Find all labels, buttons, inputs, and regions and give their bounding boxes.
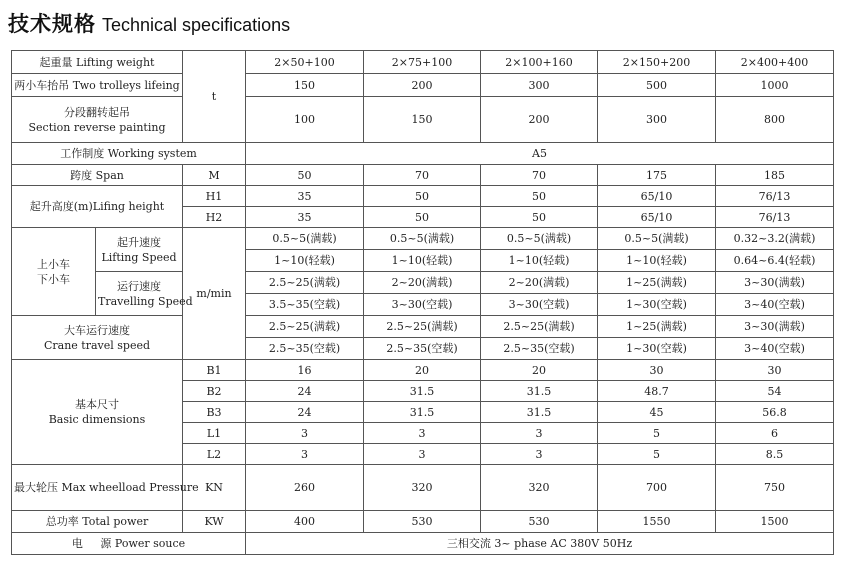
unit-b1: B1 [183, 360, 246, 381]
cell: 500 [598, 74, 716, 97]
cell: 31.5 [481, 402, 598, 423]
label-power-source [12, 533, 246, 555]
unit-span: M [183, 165, 246, 186]
label-lower-trolley: 下小车 [37, 272, 70, 286]
cell: 0.64~6.4(轻载) [716, 250, 834, 272]
cell: 3~40(空载) [716, 338, 834, 360]
label-en: Basic dimensions [48, 413, 146, 426]
cell: 2.5~25(满载) [246, 316, 364, 338]
cell: 2×50+100 [246, 51, 364, 74]
cell: 750 [716, 465, 834, 511]
label-basic-dimensions [12, 360, 183, 465]
cell: 700 [598, 465, 716, 511]
cell: 76/13 [716, 186, 834, 207]
cell: 2.5~35(空载) [246, 338, 364, 360]
cell: 0.5~5(满载) [481, 228, 598, 250]
cell: 0.5~5(满载) [246, 228, 364, 250]
cell: 3~30(满载) [716, 272, 834, 294]
cell: 5 [598, 423, 716, 444]
row-lifting-height-h1 [12, 186, 834, 207]
cell: 3.5~35(空载) [246, 294, 364, 316]
spec-table [11, 50, 834, 555]
cell: 50 [481, 207, 598, 228]
cell: 6 [716, 423, 834, 444]
cell: 1~30(空载) [598, 338, 716, 360]
cell: 31.5 [364, 402, 481, 423]
label-zh: 运行速度 [117, 279, 161, 293]
cell: 185 [716, 165, 834, 186]
label-span: 跨度 Span [12, 165, 183, 186]
cell: 1~10(轻载) [481, 250, 598, 272]
unit-l2: L2 [183, 444, 246, 465]
cell: 8.5 [716, 444, 834, 465]
row-lifting-weight [12, 51, 834, 74]
cell: 530 [364, 511, 481, 533]
cell: 150 [246, 74, 364, 97]
cell: 320 [364, 465, 481, 511]
cell: 3 [481, 423, 598, 444]
cell: 76/13 [716, 207, 834, 228]
label-travelling-speed [96, 272, 193, 316]
cell: 1~10(轻载) [246, 250, 364, 272]
cell: 31.5 [364, 381, 481, 402]
cell: 45 [598, 402, 716, 423]
label-two-trolleys: 两小车抬吊 Two trolleys lifeing [12, 74, 183, 97]
label-en: Travelling Speed [98, 294, 193, 308]
label-zh: 大车运行速度 [64, 323, 130, 337]
row-section-reverse [12, 97, 834, 143]
cell: 70 [364, 165, 481, 186]
label-section-reverse [12, 97, 183, 143]
cell: 300 [481, 74, 598, 97]
cell: 1~30(空载) [598, 294, 716, 316]
cell: 70 [481, 165, 598, 186]
cell: 3~30(空载) [364, 294, 481, 316]
unit-h2: H2 [183, 207, 246, 228]
unit-kw: KW [183, 511, 246, 533]
cell: 5 [598, 444, 716, 465]
label-zh: 分段翻转起吊 [64, 105, 130, 119]
cell: 2.5~35(空载) [481, 338, 598, 360]
unit-b2: B2 [183, 381, 246, 402]
row-span [12, 165, 834, 186]
cell-working-system: A5 [246, 143, 834, 165]
cell: 3 [364, 444, 481, 465]
cell: 100 [246, 97, 364, 143]
row-dim-b1 [12, 360, 834, 381]
label-en: Section reverse painting [28, 120, 166, 134]
row-crane-travel-full [12, 316, 834, 338]
cell: 1500 [716, 511, 834, 533]
cell: 50 [364, 207, 481, 228]
cell: 16 [246, 360, 364, 381]
cell: 1550 [598, 511, 716, 533]
cell: 1~10(轻载) [364, 250, 481, 272]
label-en: Lifting Speed [101, 250, 177, 264]
cell: 2.5~35(空载) [364, 338, 481, 360]
cell: 30 [716, 360, 834, 381]
label-total-power: 总功率 Total power [12, 511, 183, 533]
row-max-wheelload [12, 465, 834, 511]
cell: 3 [364, 423, 481, 444]
cell: 20 [481, 360, 598, 381]
cell: 200 [481, 97, 598, 143]
cell: 175 [598, 165, 716, 186]
unit-l1: L1 [183, 423, 246, 444]
cell: 48.7 [598, 381, 716, 402]
unit-weight: t [183, 51, 246, 143]
cell: 530 [481, 511, 598, 533]
cell: 300 [598, 97, 716, 143]
cell: 0.5~5(满载) [364, 228, 481, 250]
cell: 50 [246, 165, 364, 186]
cell: 65/10 [598, 186, 716, 207]
page-title [8, 8, 290, 40]
row-two-trolleys [12, 74, 834, 97]
cell: 400 [246, 511, 364, 533]
cell: 2×100+160 [481, 51, 598, 74]
cell: 3 [246, 423, 364, 444]
unit-speed: m/min [183, 228, 246, 360]
label-lifting-speed [96, 228, 183, 272]
cell: 3 [246, 444, 364, 465]
row-working-system [12, 143, 834, 165]
cell: 2~20(满载) [364, 272, 481, 294]
cell: 2.5~25(满载) [246, 272, 364, 294]
cell: 0.5~5(满载) [598, 228, 716, 250]
label-lifting-weight: 起重量 Lifting weight [12, 51, 183, 74]
label-crane-travel [12, 316, 183, 360]
cell: 200 [364, 74, 481, 97]
cell: 54 [716, 381, 834, 402]
cell: 65/10 [598, 207, 716, 228]
unit-kn: KN [183, 465, 246, 511]
cell: 20 [364, 360, 481, 381]
cell: 2×150+200 [598, 51, 716, 74]
cell: 31.5 [481, 381, 598, 402]
cell: 35 [246, 207, 364, 228]
cell: 30 [598, 360, 716, 381]
cell: 1~25(满载) [598, 316, 716, 338]
cell: 150 [364, 97, 481, 143]
unit-b3: B3 [183, 402, 246, 423]
label-en: Crane travel speed [43, 338, 151, 352]
cell: 3~40(空载) [716, 294, 834, 316]
cell: 2×400+400 [716, 51, 834, 74]
label-zh: 电 [71, 537, 83, 550]
row-total-power [12, 511, 834, 533]
cell: 24 [246, 402, 364, 423]
label-working-system: 工作制度 Working system [12, 143, 246, 165]
cell: 1000 [716, 74, 834, 97]
cell: 3~30(满载) [716, 316, 834, 338]
cell: 1~10(轻载) [598, 250, 716, 272]
label-max-wheelload: 最大轮压 Max wheelload Pressure [12, 465, 183, 511]
cell: 260 [246, 465, 364, 511]
cell: 0.32~3.2(满载) [716, 228, 834, 250]
cell: 1~25(满载) [598, 272, 716, 294]
row-trolley-lifting-full [12, 228, 834, 250]
label-zh: 基本尺寸 [75, 398, 119, 411]
cell: 3~30(空载) [481, 294, 598, 316]
row-power-source [12, 533, 834, 555]
cell: 2.5~25(满载) [364, 316, 481, 338]
cell: 50 [481, 186, 598, 207]
cell: 800 [716, 97, 834, 143]
label-en: Power souce [114, 537, 186, 550]
cell: 2~20(满载) [481, 272, 598, 294]
label-zh: 源 [100, 537, 112, 550]
row-trolley-travel-full [12, 272, 834, 294]
title-english: Technical specifications [102, 15, 291, 35]
cell: 50 [364, 186, 481, 207]
cell: 56.8 [716, 402, 834, 423]
title-chinese: 技术规格 [8, 12, 96, 36]
cell: 320 [481, 465, 598, 511]
cell: 24 [246, 381, 364, 402]
label-trolley-group [12, 228, 96, 316]
cell: 35 [246, 186, 364, 207]
cell: 2×75+100 [364, 51, 481, 74]
cell-power-source: 三相交流 3~ phase AC 380V 50Hz [246, 533, 834, 555]
unit-h1: H1 [183, 186, 246, 207]
label-zh: 起升速度 [117, 235, 161, 249]
label-lifting-height: 起升高度(m)Lifing height [12, 186, 183, 228]
cell: 3 [481, 444, 598, 465]
label-upper-trolley: 上小车 [37, 257, 70, 271]
cell: 2.5~25(满载) [481, 316, 598, 338]
